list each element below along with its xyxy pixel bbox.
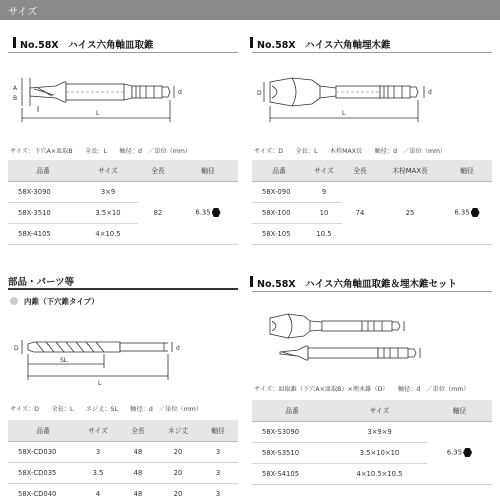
cell-size: 3.5×10×10	[332, 442, 427, 463]
cell-thread: 20	[158, 483, 198, 500]
table-row	[8, 462, 238, 483]
inner-drill-diagram	[8, 318, 238, 390]
countersink-legend: サイズ：下穴A×皿取B 全長：L 軸径：d ／単位（mm）	[10, 148, 192, 155]
cell-code: 58X-090	[252, 181, 306, 202]
countersink-drill-diagram	[8, 60, 238, 138]
dim-d-label: d	[176, 345, 180, 352]
col-plug-max: 木栓MAX長	[378, 160, 442, 181]
drill-set-legend: サイズ：皿取錐（下穴A×皿取B）×埋木錐（D） 軸径：d ／単位（mm）	[254, 386, 470, 393]
cell-code: 58X-S3510	[252, 442, 332, 463]
section-header-title: サイズ	[8, 7, 38, 18]
cell-size: 3.5	[78, 462, 118, 483]
col-code: 品番	[252, 400, 332, 421]
divider	[8, 52, 238, 53]
inner-drill-legend: サイズ：D 全長：L ネジ丈：SL 軸径：d ／単位（mm）	[10, 406, 202, 413]
cell-shaft	[427, 421, 492, 484]
cell-size: 3.5×10	[78, 202, 138, 223]
table-header-row	[252, 400, 492, 421]
col-length: 全長	[118, 420, 158, 441]
cell-code: 58X-3090	[8, 181, 78, 202]
cell-plug-max: 25	[378, 181, 442, 244]
shaft-value: 6.35	[195, 208, 211, 217]
cell-size: 9	[306, 181, 342, 202]
plug-cutter-title: No.58X ハイス六角軸埋木錐	[257, 37, 391, 51]
cell-thread: 20	[158, 441, 198, 462]
cell-code: 58X-105	[252, 223, 306, 244]
drill-set-spec-table	[252, 400, 492, 485]
dim-l-label: L	[96, 110, 100, 117]
inner-drill-spec-table	[8, 420, 238, 500]
shaft-value: 6.35	[446, 448, 463, 457]
cell-size: 3	[78, 441, 118, 462]
table-header-row	[252, 160, 492, 181]
dim-d-label: d	[428, 89, 432, 96]
inner-drill-subtitle: 内錐（下穴錐タイプ）	[24, 297, 99, 306]
table-header-row	[8, 420, 238, 441]
col-code: 品番	[8, 420, 78, 441]
drill-set-diagram	[252, 296, 492, 372]
hex-shank-icon	[471, 208, 480, 217]
cell-size: 4×10.5×10.5	[332, 463, 427, 484]
cell-size: 4	[78, 483, 118, 500]
hex-shank-icon	[212, 208, 221, 217]
countersink-drill-title: No.58X ハイス六角軸皿取錐	[20, 37, 154, 51]
cell-length: 48	[118, 462, 158, 483]
dim-d-big-label: D	[14, 345, 19, 352]
section-header-bar	[0, 0, 500, 20]
col-shaft: 軸径	[427, 400, 492, 421]
cell-code: 58X-CD035	[8, 462, 78, 483]
col-size: サイズ	[78, 160, 138, 181]
cell-code: 58X-S4105	[252, 463, 332, 484]
cell-shaft	[178, 181, 238, 244]
dim-d-label: d	[178, 89, 182, 96]
dim-a-label: A	[13, 85, 18, 92]
divider	[252, 52, 492, 53]
col-shaft: 軸径	[178, 160, 238, 181]
divider	[252, 291, 492, 292]
col-length: 全長	[342, 160, 378, 181]
cell-size: 4×10.5	[78, 223, 138, 244]
table-row	[252, 421, 492, 442]
col-code: 品番	[252, 160, 306, 181]
hex-shank-icon	[463, 448, 472, 457]
col-size: サイズ	[78, 420, 118, 441]
divider	[8, 288, 238, 290]
col-length: 全長	[138, 160, 178, 181]
shaft-value: 6.35	[454, 208, 470, 217]
dim-l-label: L	[98, 380, 102, 387]
col-size: サイズ	[306, 160, 342, 181]
col-size: サイズ	[332, 400, 427, 421]
dim-sl-label: SL	[60, 357, 68, 364]
cell-code: 58X-S3090	[252, 421, 332, 442]
cell-length: 48	[118, 441, 158, 462]
cell-shaft: 3	[198, 462, 238, 483]
col-shaft: 軸径	[442, 160, 492, 181]
col-shaft: 軸径	[198, 420, 238, 441]
cell-size: 3×9×9	[332, 421, 427, 442]
col-code: 品番	[8, 160, 78, 181]
drill-set-title: No.58X ハイス六角軸皿取錐＆埋木錐セット	[257, 276, 457, 290]
cell-shaft: 3	[198, 483, 238, 500]
table-row	[8, 181, 238, 202]
cell-code: 58X-3510	[8, 202, 78, 223]
cell-size: 10.5	[306, 223, 342, 244]
table-header-row	[8, 160, 238, 181]
cell-thread: 20	[158, 462, 198, 483]
dim-b-label: B	[13, 95, 18, 102]
cell-code: 58X-100	[252, 202, 306, 223]
cell-size: 10	[306, 202, 342, 223]
cell-shaft: 3	[198, 441, 238, 462]
cell-code: 58X-4105	[8, 223, 78, 244]
parts-title: 部品・パーツ等	[8, 277, 75, 288]
cell-length: 48	[118, 483, 158, 500]
plug-cutter-legend: サイズ：D 全長：L 木栓MAX長 軸径：d ／単位（mm）	[254, 148, 447, 155]
table-row	[8, 441, 238, 462]
plug-cutter-spec-table	[252, 160, 492, 245]
dim-d-big-label: D	[257, 90, 262, 97]
cell-size: 3×9	[78, 181, 138, 202]
dim-l-label: L	[342, 110, 346, 117]
plug-cutter-diagram	[252, 60, 492, 138]
countersink-spec-table	[8, 160, 238, 245]
table-row	[8, 483, 238, 500]
cell-code: 58X-CD030	[8, 441, 78, 462]
cell-shaft	[442, 181, 492, 244]
col-thread: ネジ丈	[158, 420, 198, 441]
cell-length: 74	[342, 181, 378, 244]
bullet-icon	[10, 297, 18, 305]
table-row	[252, 181, 492, 202]
cell-length: 82	[138, 181, 178, 244]
cell-code: 58X-CD040	[8, 483, 78, 500]
